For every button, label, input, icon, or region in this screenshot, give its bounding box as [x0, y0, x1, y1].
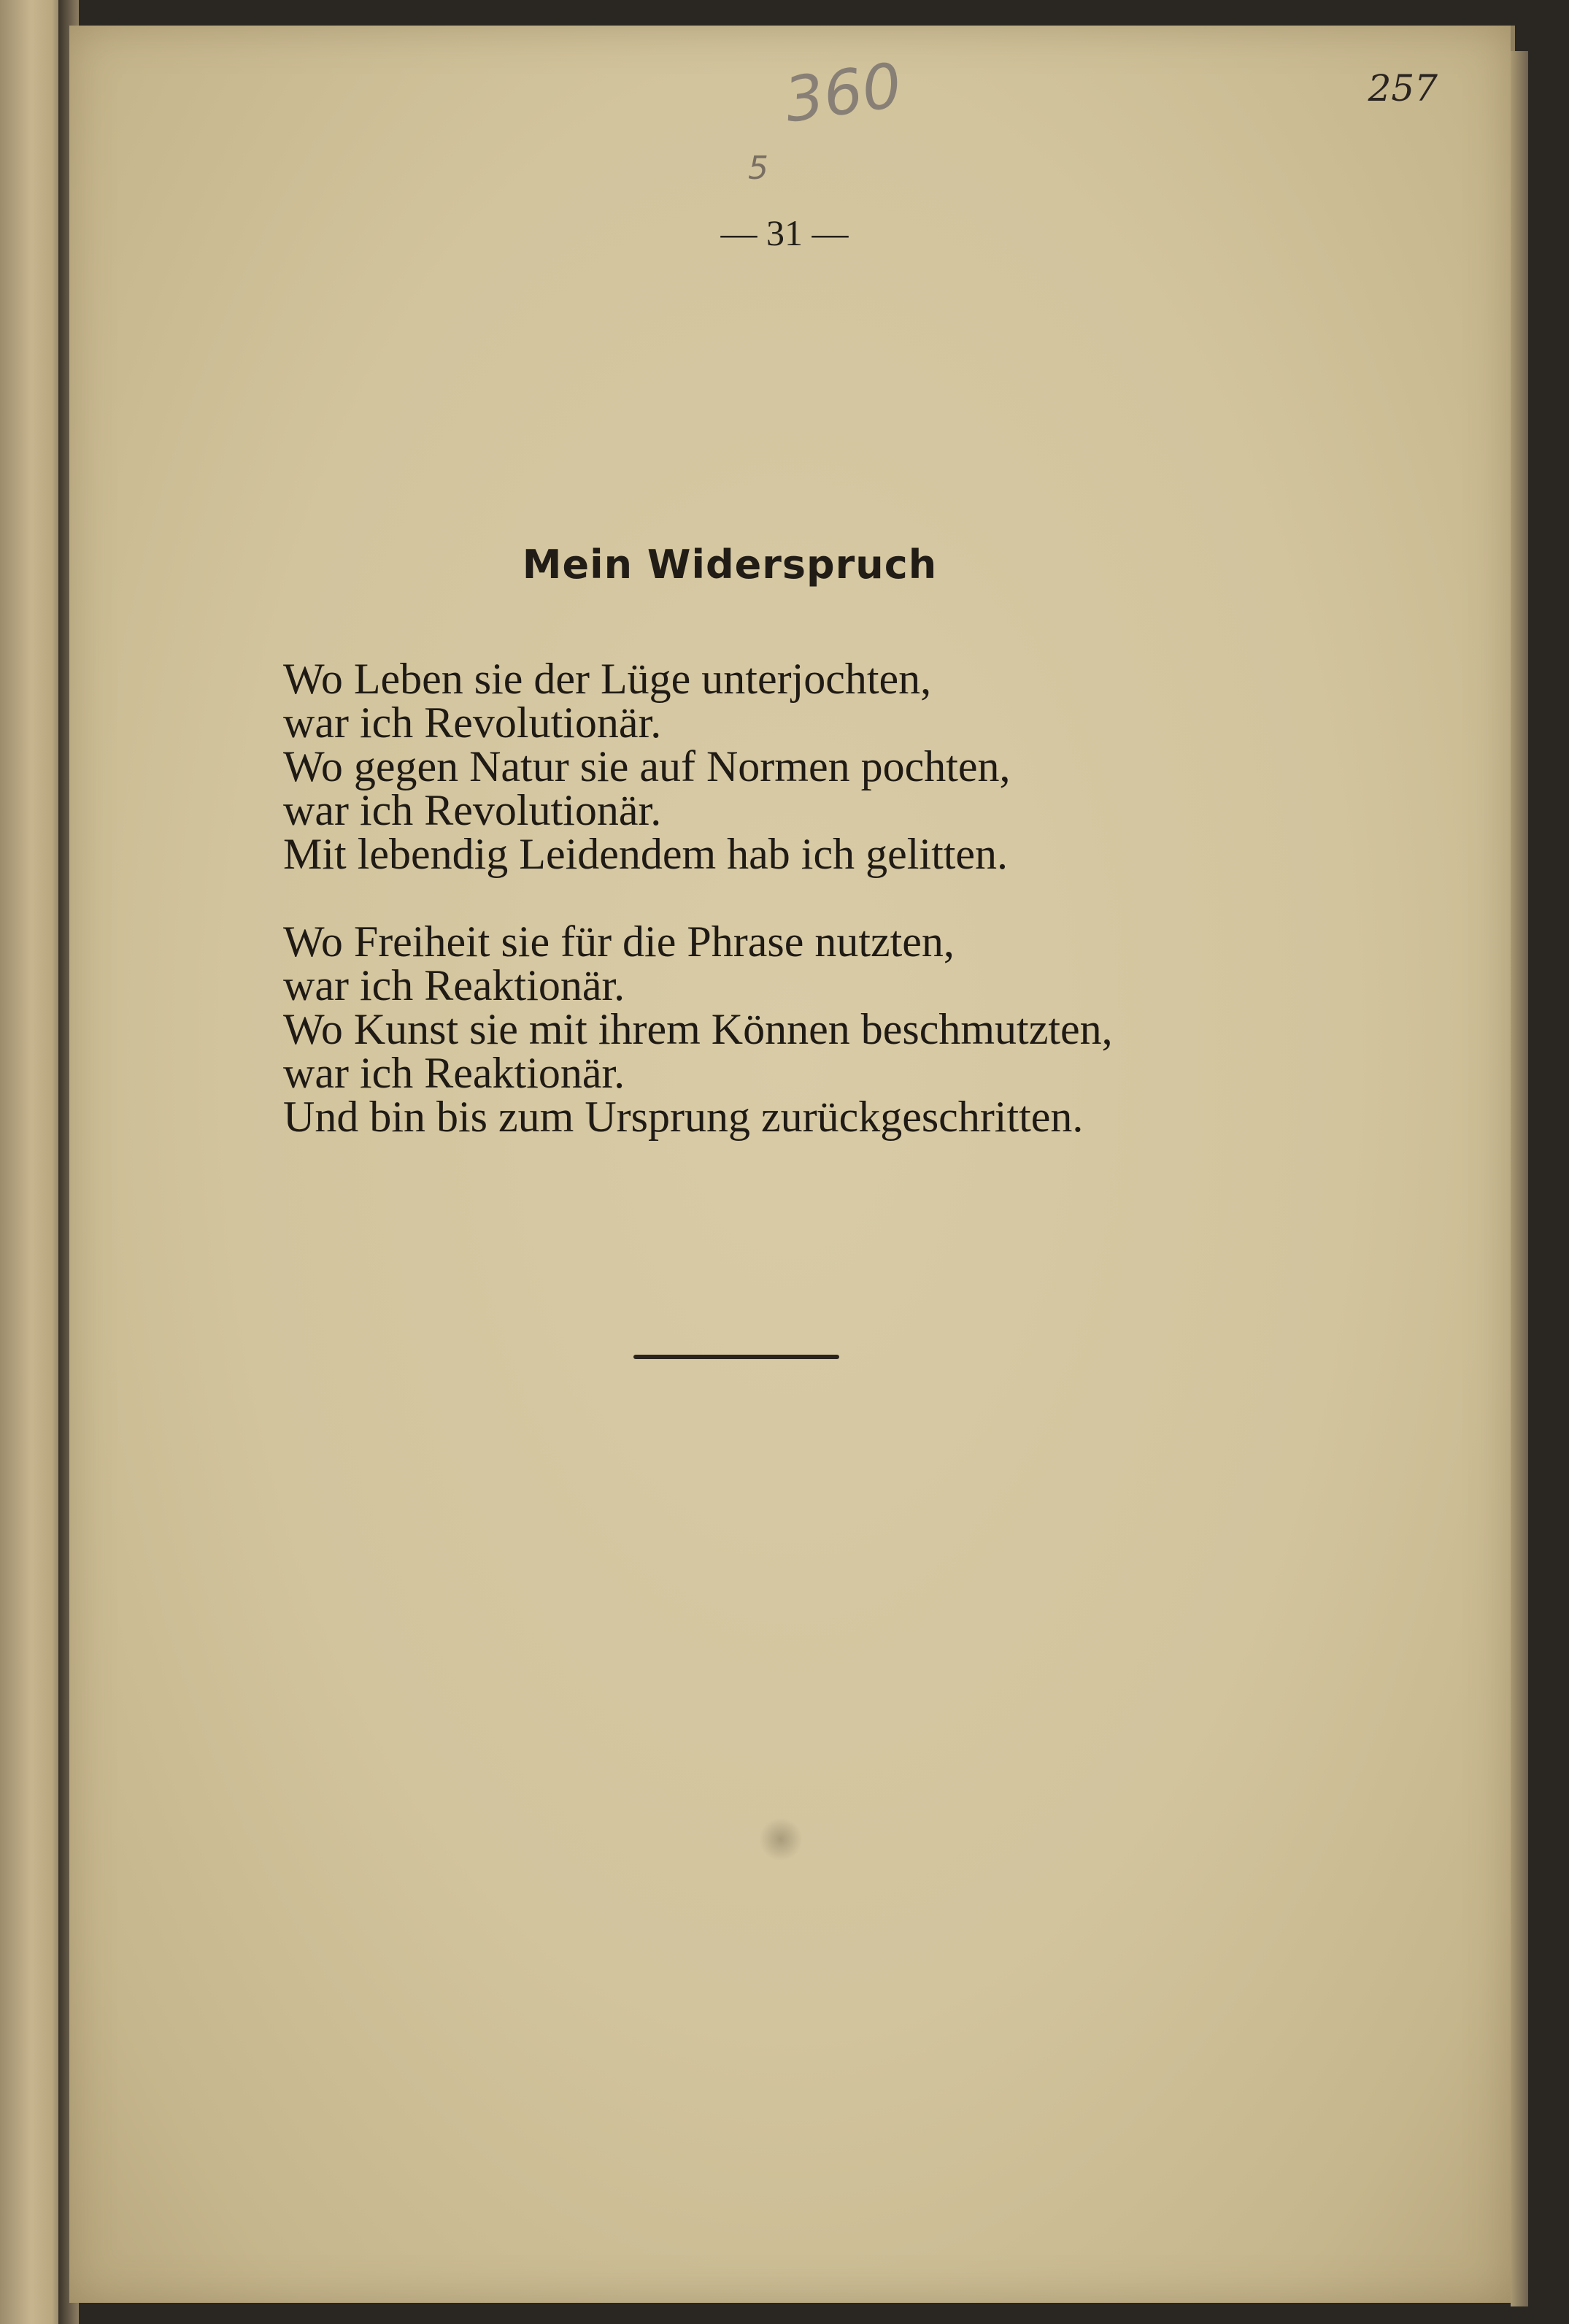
- poem-line: war ich Revolutionär.: [283, 786, 662, 834]
- poem-line: war ich Revolutionär.: [283, 699, 662, 747]
- poem-line: war ich Reaktionär.: [283, 961, 625, 1009]
- poem-line: Wo Leben sie der Lüge unterjochten,: [283, 655, 932, 703]
- paper-smudge: [759, 1817, 803, 1861]
- stanza-2: [283, 917, 1451, 1141]
- poem-line: Wo Freiheit sie für die Phrase nutzten,: [283, 917, 955, 966]
- poem-line: Mit lebendig Leidendem hab ich gelitten.: [283, 830, 1009, 878]
- page-number: — 31 —: [720, 212, 849, 253]
- poem-line: Und bin bis zum Ursprung zurückgeschritten.: [283, 1093, 1084, 1141]
- page-edge-strip: [1511, 51, 1528, 2306]
- stanza-1: [283, 657, 1451, 876]
- poem-line: Wo Kunst sie mit ihrem Können beschmutzten,: [283, 1005, 1113, 1053]
- poem-body: [283, 657, 1451, 1139]
- paper-page: [69, 26, 1515, 2303]
- pencil-mark: 5: [748, 150, 768, 187]
- poem-line: Wo gegen Natur sie auf Normen pochten,: [283, 742, 1011, 790]
- folio-number: 257: [1368, 67, 1438, 109]
- end-rule: [633, 1355, 839, 1359]
- poem-title: Mein Widerspruch: [522, 542, 938, 588]
- poem-line: war ich Reaktionär.: [283, 1049, 625, 1097]
- pencil-annotation: 360: [779, 49, 906, 136]
